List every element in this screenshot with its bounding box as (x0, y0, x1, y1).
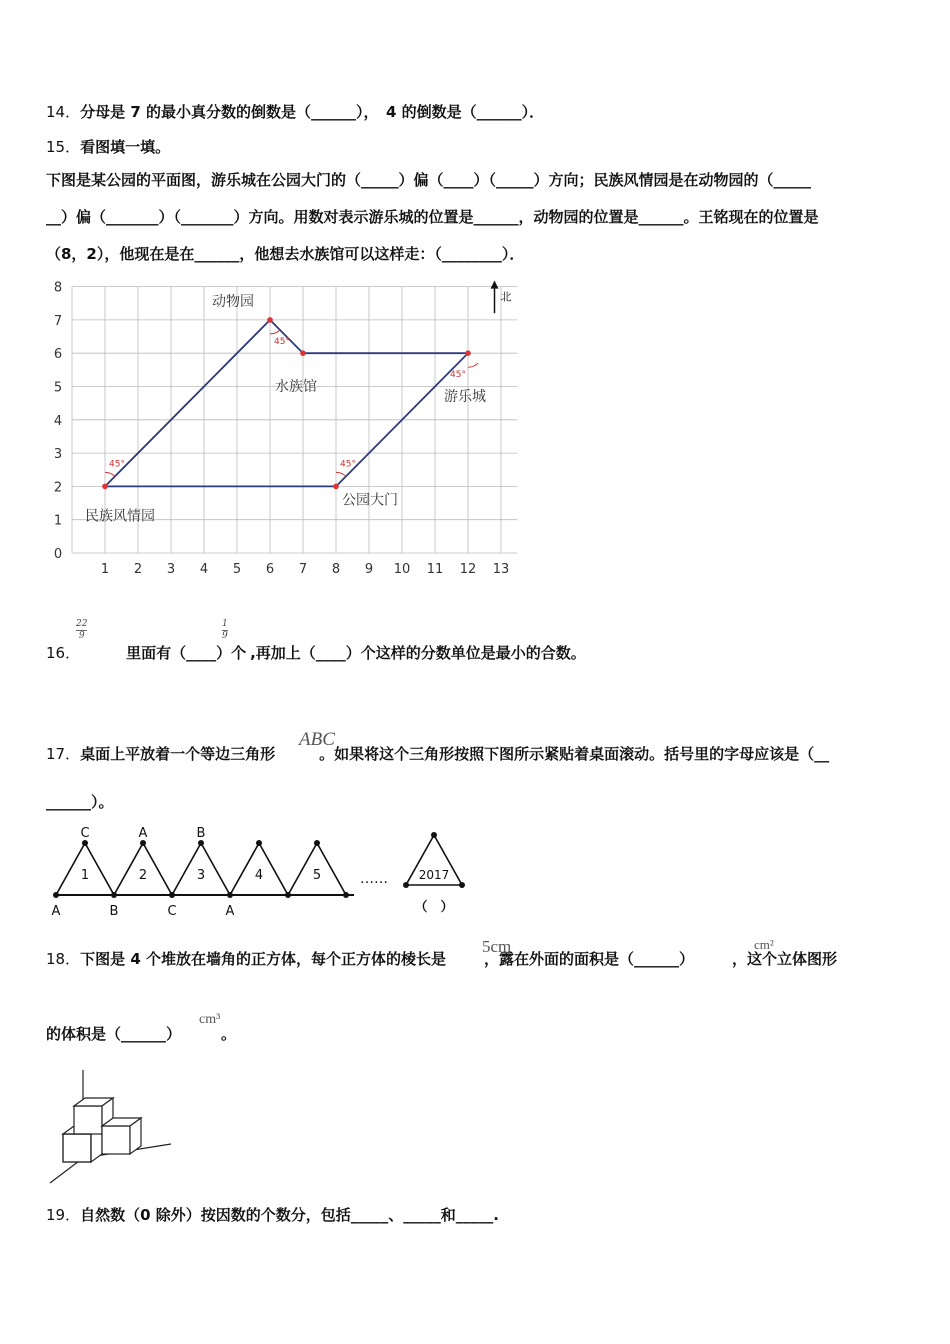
q18-text1: 下图是 4 个堆放在墙角的正方体，每个正方体的棱长是 (80, 950, 446, 968)
vertex-dot (459, 882, 465, 888)
angle-label: 45° (274, 336, 290, 347)
q19-line (46, 1205, 499, 1225)
q18-text2: ，露在外面的面积是（______） (483, 950, 694, 968)
q17-line1 (46, 744, 829, 764)
x-tick-label: 12 (459, 562, 477, 577)
x-tick-label: 10 (393, 562, 411, 577)
x-tick-label: 4 (199, 562, 209, 577)
point-marker (333, 484, 339, 490)
point-label: 游乐城 (444, 389, 486, 406)
q16-line (46, 643, 586, 663)
bottom-vertex-label: A (51, 904, 61, 919)
q16-number: 16． (46, 644, 81, 662)
y-tick-label: 1 (53, 513, 63, 529)
q18-line2a: 的体积是（______） (46, 1025, 182, 1043)
x-tick-label: 9 (364, 562, 374, 577)
top-vertex-label: C (80, 826, 90, 841)
x-tick-label: 8 (331, 562, 341, 577)
x-tick-label: 7 (298, 562, 308, 577)
x-tick-label: 2 (133, 562, 143, 577)
q16-frac2-denominator: 9 (222, 631, 228, 641)
q14-line (46, 102, 544, 122)
point-marker (267, 317, 273, 323)
q16-text1: 里面有（____）个 (126, 644, 247, 662)
q17-math-abc: ABC (299, 729, 335, 750)
y-tick-label: 3 (53, 447, 63, 463)
q16-frac1-numerator: 22 (76, 619, 88, 629)
q16-fraction-1-9 (222, 619, 228, 642)
point-marker (300, 350, 306, 356)
q17-line2: ______）。 (46, 793, 114, 811)
y-tick-label: 4 (53, 413, 63, 429)
q16-text2: ,再加上（____）个这样的分数单位是最小的合数。 (250, 644, 586, 662)
angle-arc (336, 472, 346, 476)
point-label: 公园大门 (342, 492, 398, 509)
q15-line1: 下图是某公园的平面图，游乐城在公园大门的（_____）偏（____）（_____）方向；民族风情园是在动物园的（_____ (46, 171, 812, 189)
ellipsis: …… (360, 871, 388, 887)
q18-text3: ，这个立体图形 (732, 950, 838, 968)
y-tick-label: 8 (53, 280, 63, 296)
q16-frac1-denominator: 9 (78, 631, 85, 641)
angle-label: 45° (109, 459, 125, 470)
vertex-dot (227, 892, 233, 898)
y-tick-label: 2 (53, 480, 63, 496)
q15-title-line (46, 137, 170, 157)
angle-arc (270, 330, 280, 334)
q19-number: 19． (46, 1206, 81, 1224)
q15-number: 15． (46, 138, 81, 156)
angle-arc (468, 363, 478, 367)
q17-number: 17． (46, 745, 81, 763)
x-tick-label: 11 (426, 562, 444, 577)
x-tick-label: 5 (232, 562, 242, 577)
x-tick-label: 13 (492, 562, 510, 577)
triangle-number: 1 (80, 868, 90, 883)
x-tick-label: 1 (100, 562, 110, 577)
q14-number: 14． (46, 103, 81, 121)
vertex-dot (285, 892, 291, 898)
q16-frac2-numerator: 1 (222, 619, 228, 629)
point-label: 动物园 (212, 293, 254, 310)
vertex-dot (314, 840, 320, 846)
triangle-number: 3 (196, 868, 206, 883)
bottom-vertex-label: B (109, 904, 119, 919)
y-tick-label: 7 (53, 313, 63, 329)
point-marker (465, 350, 471, 356)
q14-text: 分母是 7 的最小真分数的倒数是（______）， 4 的倒数是（______）． (80, 103, 545, 121)
q18-unit-area: cm² (754, 937, 774, 952)
y-tick-label: 0 (53, 547, 63, 562)
q17-text1: 桌面上平放着一个等边三角形 (80, 745, 276, 763)
bottom-vertex-label: C (167, 904, 177, 919)
q18-line2 (46, 1024, 236, 1044)
north-label: 北 (500, 290, 512, 304)
point-label: 民族风情园 (85, 508, 155, 525)
q15-title: 看图填一填。 (80, 138, 171, 156)
bottom-vertex-label: A (225, 904, 235, 919)
angle-arc (105, 472, 115, 476)
q18-number: 18． (46, 950, 81, 968)
q19-text: 自然数（0 除外）按因数的个数分，包括_____、_____和_____. (80, 1206, 499, 1224)
vertex-dot (403, 882, 409, 888)
vertex-dot (256, 840, 262, 846)
angle-label: 45° (340, 459, 356, 470)
vertex-dot (169, 892, 175, 898)
q18-line2b: 。 (221, 1025, 237, 1043)
q16-fraction-22-9 (76, 619, 87, 642)
north-arrow-head (491, 281, 499, 289)
x-tick-label: 6 (265, 562, 275, 577)
vertex-dot (53, 892, 59, 898)
angle-label: 45° (450, 370, 466, 381)
top-vertex-label: B (196, 826, 206, 841)
point-marker (102, 484, 108, 490)
top-vertex-label: A (138, 826, 148, 841)
answer-paren: （ ） (414, 900, 454, 915)
triangle-number: 5 (312, 868, 322, 883)
q15-line2: __）偏（_______）（_______）方向。用数对表示游乐城的位置是______，动物园的位置是______。王铭现在的位置是 (46, 208, 819, 226)
q18-edge-length: 5cm (482, 937, 512, 956)
park-grid-chart (40, 280, 600, 590)
x-tick-label: 3 (166, 562, 176, 577)
q15-line3: （8，2），他现在是在______，他想去水族馆可以这样走：（________）． (46, 245, 525, 263)
vertex-dot (111, 892, 117, 898)
y-tick-label: 6 (53, 347, 63, 363)
triangle-number: 2 (138, 868, 148, 883)
stacked-cubes-figure (46, 1068, 186, 1188)
triangle-number: 4 (254, 868, 264, 883)
point-label: 水族馆 (275, 379, 317, 396)
rolling-triangles-figure (44, 825, 504, 920)
y-tick-label: 5 (53, 380, 63, 396)
vertex-dot (343, 892, 349, 898)
q17-text2: 。如果将这个三角形按照下图所示紧贴着桌面滚动。括号里的字母应该是（__ (319, 745, 830, 763)
q18-unit-volume: cm³ (199, 1012, 221, 1027)
q18-line1 (46, 949, 837, 969)
vertex-dot (431, 832, 437, 838)
last-triangle-number: 2017 (418, 868, 450, 882)
